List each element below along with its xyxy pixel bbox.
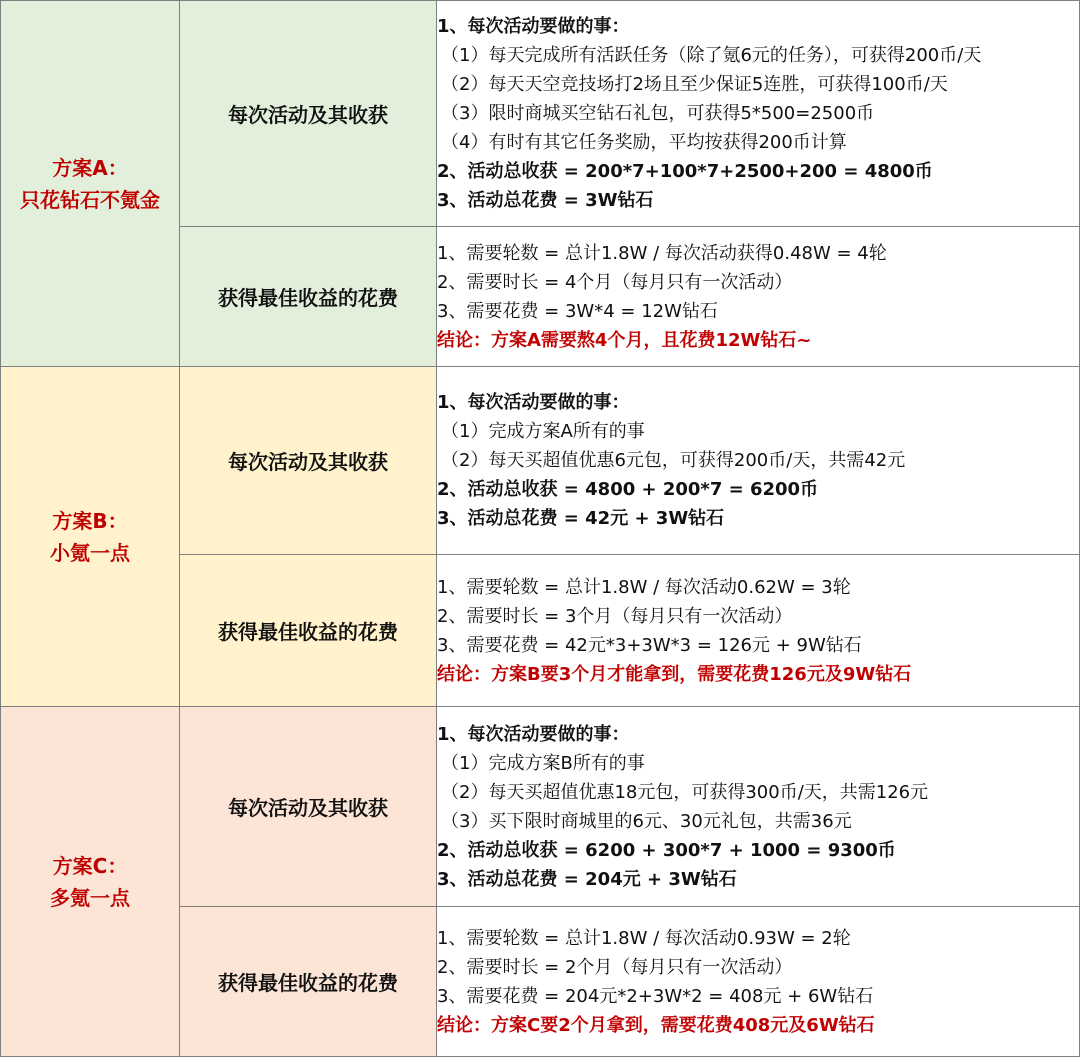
- plan-b-activity-line-3: （2）每天买超值优惠6元包，可获得200币/天，共需42元: [441, 450, 906, 471]
- plan-c-activity-line-2: （1）完成方案B所有的事: [441, 752, 645, 774]
- plan-a-name-line1: 方案A：: [52, 155, 128, 180]
- plan-c-conclusion: 结论：方案C要2个月拿到，需要花费408元及6W钻石: [437, 1014, 875, 1036]
- plan-c-cost-line-3: 3、需要花费 = 204元*2+3W*2 = 408元 + 6W钻石: [437, 985, 874, 1007]
- plan-c-activity-body: [437, 707, 1080, 907]
- plan-a-cost-title: 获得最佳收益的花费: [180, 227, 437, 367]
- plan-c-activity-line-6: 3、活动总花费 = 204元 + 3W钻石: [437, 868, 737, 890]
- plan-a-cost-line-3: 3、需要花费 = 3W*4 = 12W钻石: [437, 300, 718, 322]
- plan-c-name-line2: 多氪一点: [50, 885, 130, 910]
- plan-b-activity-line-4: 2、活动总收获 = 4800 + 200*7 = 6200币: [437, 479, 819, 500]
- plan-a-conclusion: 结论：方案A需要熬4个月，且花费12W钻石~: [437, 329, 812, 351]
- plan-b-activity-title: 每次活动及其收获: [180, 367, 437, 555]
- plan-a-activity-line-7: 3、活动总花费 = 3W钻石: [437, 190, 654, 211]
- plan-c-name-line1: 方案C：: [52, 853, 128, 878]
- plan-b-activity-body: [437, 367, 1080, 555]
- plan-a-activity-line-3: （2）每天天空竞技场打2场且至少保证5连胜，可获得100币/天: [441, 74, 948, 95]
- plan-c-activity-line-4: （3）买下限时商城里的6元、30元礼包，共需36元: [441, 810, 852, 832]
- plan-b-activity-line-5: 3、活动总花费 = 42元 + 3W钻石: [437, 508, 725, 529]
- plan-c-activity-title: 每次活动及其收获: [180, 707, 437, 907]
- plan-c-activity-line-5: 2、活动总收获 = 6200 + 300*7 + 1000 = 9300币: [437, 839, 896, 861]
- plan-a-activity-title: 每次活动及其收获: [180, 1, 437, 227]
- plan-c-name-cell: [1, 707, 180, 1057]
- plan-a-activity-row: [1, 1, 1080, 227]
- plan-a-cost-line-1: 1、需要轮数 = 总计1.8W / 每次活动获得0.48W = 4轮: [437, 242, 887, 264]
- plan-b-cost-line-3: 3、需要花费 = 42元*3+3W*3 = 126元 + 9W钻石: [437, 634, 862, 656]
- plan-a-activity-line-1: 1、每次活动要做的事：: [437, 16, 630, 37]
- plan-a-activity-body: [437, 1, 1080, 227]
- plan-a-cost-line-2: 2、需要时长 = 4个月（每月只有一次活动）: [437, 271, 793, 293]
- plan-c-cost-title: 获得最佳收益的花费: [180, 907, 437, 1057]
- plan-c-cost-line-2: 2、需要时长 = 2个月（每月只有一次活动）: [437, 956, 793, 978]
- plan-b-activity-line-2: （1）完成方案A所有的事: [441, 421, 645, 442]
- plan-b-cost-line-1: 1、需要轮数 = 总计1.8W / 每次活动0.62W = 3轮: [437, 576, 851, 598]
- plan-b-activity-line-1: 1、每次活动要做的事：: [437, 392, 630, 413]
- plan-a-activity-line-4: （3）限时商城买空钻石礼包，可获得5*500=2500币: [441, 103, 875, 124]
- plan-b-name-line2: 小氪一点: [50, 540, 130, 565]
- plan-a-cost-body: [437, 227, 1080, 367]
- plan-a-activity-line-2: （1）每天完成所有活跃任务（除了氪6元的任务），可获得200币/天: [441, 45, 982, 66]
- plan-b-cost-title: 获得最佳收益的花费: [180, 555, 437, 707]
- plan-a-name-line2: 只花钻石不氪金: [20, 187, 160, 212]
- plan-b-name-line1: 方案B：: [52, 508, 128, 533]
- plan-b-cost-line-2: 2、需要时长 = 3个月（每月只有一次活动）: [437, 605, 793, 627]
- plan-c-activity-line-3: （2）每天买超值优惠18元包，可获得300币/天，共需126元: [441, 781, 929, 803]
- plan-c-activity-line-1: 1、每次活动要做的事：: [437, 723, 630, 745]
- plan-a-activity-line-6: 2、活动总收获 = 200*7+100*7+2500+200 = 4800币: [437, 161, 933, 182]
- plan-b-conclusion: 结论：方案B要3个月才能拿到，需要花费126元及9W钻石: [437, 663, 912, 685]
- plan-b-activity-row: [1, 367, 1080, 555]
- plan-a-name-cell: [1, 1, 180, 367]
- plan-c-cost-body: [437, 907, 1080, 1057]
- plan-b-name-cell: [1, 367, 180, 707]
- plan-a-activity-line-5: （4）有时有其它任务奖励，平均按获得200币计算: [441, 132, 847, 153]
- plan-c-cost-line-1: 1、需要轮数 = 总计1.8W / 每次活动0.93W = 2轮: [437, 927, 851, 949]
- plan-c-activity-row: [1, 707, 1080, 907]
- plan-b-cost-body: [437, 555, 1080, 707]
